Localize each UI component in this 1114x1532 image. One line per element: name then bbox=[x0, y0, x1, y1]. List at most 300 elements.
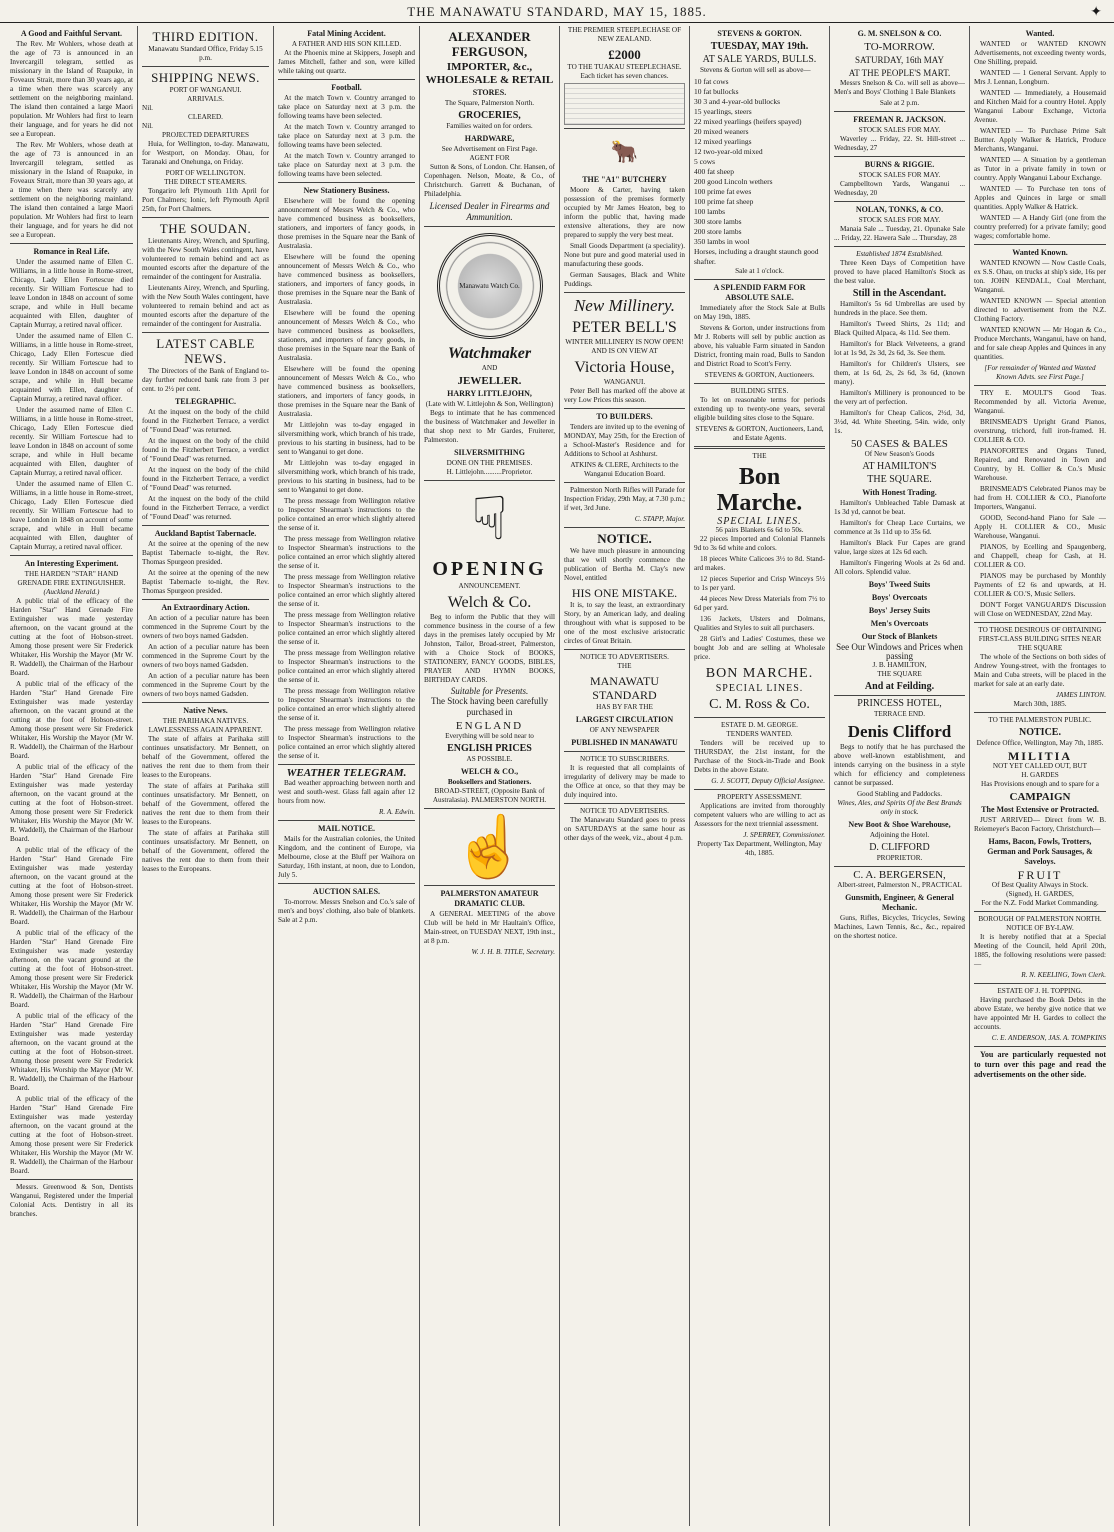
ad-line: Of Best Quality Always in Stock. bbox=[991, 881, 1089, 889]
ad-line: Of New Season's Goods bbox=[864, 450, 935, 458]
article-text: The Directors of the Bank of England to-day further reduced bank rate from 3 per cent. to 2½ per cent. bbox=[142, 367, 269, 393]
text-line: Nil. bbox=[142, 122, 153, 130]
divider bbox=[834, 695, 965, 696]
signature: W. J. H. B. TITLE, Secretary. bbox=[471, 948, 555, 956]
subheading: THE PARIHAKA NATIVES. bbox=[162, 717, 249, 725]
ad-title: NOLAN, TONKS, & CO. bbox=[855, 205, 944, 214]
list-item: 100 prime fat ewes bbox=[694, 187, 752, 196]
ad-line: H. GARDES bbox=[1021, 771, 1059, 779]
divider bbox=[834, 246, 965, 247]
ad-title: Still in the Ascendant. bbox=[852, 288, 947, 299]
newspaper-title: THE MANAWATU STANDARD, MAY 15, 1885. bbox=[407, 4, 707, 19]
ad-title: C. M. Ross & Co. bbox=[709, 697, 810, 712]
ad-line: LARGEST CIRCULATION bbox=[575, 715, 674, 724]
ad-line: March 30th, 1885. bbox=[1013, 700, 1067, 708]
article-text: A public trial of the efficacy of the Harden "Star" Hand Grenade Fire Extinguisher was made yesterday afternoon, on the vacant ground at the cutting at the foot of Hobson-street. Among those present were Sir Frederick Whitaker, His Worship the Mayor (Mr W. R. Waddell), the Chairman of the Harbour Board. bbox=[10, 929, 133, 1009]
subheading: ARRIVALS. bbox=[187, 95, 224, 103]
ad-text: To let on reasonable terms for periods extending up to twenty-one years, several eligible building sites close to the Square. bbox=[694, 396, 825, 422]
ad-text: Small Goods Department (a speciality). None but pure and good material used in manufacturing these goods. bbox=[564, 242, 685, 268]
advertiser-name: ALEXANDER FERGUSON, bbox=[448, 29, 531, 59]
ad-line: STORES. bbox=[472, 88, 507, 97]
ad-line: J. B. HAMILTON, bbox=[872, 661, 927, 669]
divider bbox=[424, 226, 555, 227]
article-text: An action of a peculiar nature has been commenced in the Supreme Court by the owners of two boys named Gadsden. bbox=[142, 672, 269, 698]
ad-line: The Square, Palmerston North. bbox=[444, 99, 535, 107]
ad-title: Watchmaker bbox=[447, 345, 532, 362]
pointing-hand-icon: ☝ bbox=[452, 814, 527, 880]
heading: Wanted Known. bbox=[1012, 248, 1068, 257]
ad-text: Tenders will be received up to THURSDAY, the 21st instant, for the Purchase of the Stock-in-Trade and Book Debts in the above Estate. bbox=[694, 739, 825, 774]
article-text: The state of affairs at Parihaka still continues unsatisfactory. Mr Bennett, on behalf of the Government, offered the natives the rent due to them from their leases to the Europeans. bbox=[142, 735, 269, 779]
ad-line: DONE ON THE PREMISES. bbox=[446, 459, 533, 467]
list-item: 20 mixed weaners bbox=[694, 127, 749, 136]
ad-line: ENGLAND bbox=[455, 720, 524, 732]
divider bbox=[694, 789, 825, 790]
divider bbox=[694, 383, 825, 384]
divider bbox=[424, 480, 555, 481]
signature: J. SPERREY, Commissioner. bbox=[743, 831, 825, 839]
ad-title: PETER BELL'S bbox=[572, 319, 677, 336]
ad-line: AT HAMILTON'S bbox=[862, 461, 937, 472]
ad-line: Gunsmith, Engineer, & General Mechanic. bbox=[845, 893, 954, 912]
ad-title: TO BUILDERS. bbox=[596, 412, 653, 421]
ad-title: FRUIT bbox=[1017, 868, 1063, 882]
ad-text: BRINSMEAD'S Celebrated Pianos may be had from H. COLLIER & CO., Pianoforte Importers, Wanganui. bbox=[974, 485, 1106, 511]
divider bbox=[694, 717, 825, 718]
ad-line: Good Stabling and Paddocks. bbox=[856, 790, 943, 798]
article-text: At the Phoenix mine at Skippers, Joseph and James Mitchell, father and son, were killed while taking out quartz. bbox=[278, 49, 415, 75]
source-line: (Auckland Herald.) bbox=[43, 588, 100, 596]
article-text: Lieutenants Airey, Wrench, and Spurling, with the New South Wales contingent, have volunteered to remain behind and act as mounted escorts after the departure of the remainder of the contingent for Australia. bbox=[142, 237, 269, 281]
ad-text: Hamilton's for Cheap Calicos, 2½d, 3d, 3½d, 4d. White Sheeting, 54in. wide, only 1s. bbox=[834, 409, 965, 435]
divider bbox=[974, 1046, 1106, 1047]
ad-line: HARRY LITTLEJOHN, bbox=[447, 389, 532, 398]
ad-line: HARDWARE, bbox=[464, 134, 515, 143]
article-text: Bad weather approaching between north and west and south-west. Glass fall again after 12 hours from now. bbox=[278, 779, 415, 805]
ad-text: Manaia Sale ... Tuesday, 21. Opunake Sale ... Friday, 22. Hawera Sale ... Thursday, 28 bbox=[834, 225, 965, 242]
article-text: Tongariro left Plymouth 11th April for Port Chalmers; Ionic, left Plymouth April 25th, for Port Chalmers. bbox=[142, 187, 269, 213]
heading: New Stationery Business. bbox=[303, 186, 390, 195]
subheading: Manawatu Standard Office, Friday 5.15 p.m. bbox=[148, 45, 263, 62]
ad-line: NOT YET CALLED OUT, BUT bbox=[992, 762, 1088, 770]
article-text: The press message from Wellington relative to Inspector Shearman's instructions to the police contained an error which slightly altered the sense of it. bbox=[278, 497, 415, 532]
ad-text: GOOD, Second-hand Piano for Sale — Apply H. COLLIER & CO., Music Warehouse, Wanganui. bbox=[974, 514, 1106, 540]
ad-line: (Signed), H. GARDES, bbox=[1006, 890, 1074, 898]
closing-notice: You are particularly requested not to turn over this page and read the advertisements on the other side. bbox=[974, 1050, 1106, 1079]
article-text: Under the assumed name of Ellen C. Williams, in a little house in Rome-street, Chicago, Lady Ellen Fortescue died recently. Sir William Fortescue had to leave London in 1848 on account of some scrape, and while in Hull became acquainted with Ellen, daughter of Captain Murray, a retired naval officer. bbox=[10, 480, 133, 551]
list-item: 300 store lambs bbox=[694, 217, 742, 226]
list-item: 200 good Lincoln wethers bbox=[694, 177, 773, 186]
ad-line: ESTATE D. M. GEORGE. bbox=[721, 721, 798, 729]
heading: An Extraordinary Action. bbox=[161, 603, 250, 612]
bull-icon: 🐂 bbox=[610, 139, 639, 164]
subheading: CLEARED. bbox=[188, 113, 223, 121]
column-1 bbox=[6, 26, 138, 1526]
ad-line: PROPRIETOR. bbox=[876, 854, 923, 862]
signature: R. A. Edwin. bbox=[378, 808, 415, 816]
ad-line: Adjoining the Hotel. bbox=[869, 831, 930, 839]
ad-text: WANTED — A Handy Girl (one from the country preferred) for a private family; good wages; comfortable home. bbox=[974, 214, 1106, 240]
article-text: The press message from Wellington relative to Inspector Shearman's instructions to the police contained an error which slightly altered the sense of it. bbox=[278, 687, 415, 722]
divider bbox=[564, 128, 685, 129]
ad-line: WANGANUI. bbox=[603, 378, 646, 386]
signature: JAMES LINTON. bbox=[1055, 691, 1106, 699]
ad-line: AGENT FOR bbox=[469, 154, 510, 162]
ad-line: Has Provisions enough and to spare for a bbox=[981, 780, 1099, 788]
watch-seal-icon bbox=[437, 233, 543, 339]
prize-table bbox=[564, 83, 685, 125]
article-text: An action of a peculiar nature has been commenced in the Supreme Court by the owners of two boys named Gadsden. bbox=[142, 614, 269, 640]
ad-title: C. A. BERGERSEN, bbox=[853, 869, 946, 881]
text-line: Nil. bbox=[142, 104, 153, 112]
ad-text: Hamilton's Fingering Wools at 2s 6d and. All colors. Splendid value. bbox=[834, 559, 965, 576]
divider bbox=[974, 983, 1106, 984]
ad-line: THE bbox=[617, 662, 632, 670]
article-text: The press message from Wellington relative to Inspector Shearman's instructions to the police contained an error which slightly altered the sense of it. bbox=[278, 725, 415, 760]
subheading: THE DIRECT STEAMERS. bbox=[164, 178, 247, 186]
divider bbox=[10, 555, 133, 556]
ad-title: G. M. SNELSON & CO. bbox=[857, 29, 942, 38]
ad-title: Bon Marche. bbox=[716, 464, 803, 516]
list-item: Horses, including a draught staunch good shafter. bbox=[694, 247, 819, 266]
article-text: A public trial of the efficacy of the Harden "Star" Hand Grenade Fire Extinguisher was made yesterday afternoon, on the vacant ground at the cutting at the foot of Hobson-street. Among those present were Sir Frederick Whitaker, His Worship the Mayor (Mr W. R. Waddell), the Chairman of the Harbour Board. bbox=[10, 680, 133, 760]
article-text: At the inquest on the body of the child found in the Fitzherbert Terrace, a verdict of "Found Dead" was returned. bbox=[142, 495, 269, 521]
divider bbox=[142, 525, 269, 526]
ad-text: Begs to intimate that he has commenced the business of Watchmaker and Jeweller in that shop next to Mr Gardes, Fruiterer, Palmerston. bbox=[424, 409, 555, 444]
ad-title: CAMPAIGN bbox=[1009, 791, 1071, 803]
ad-line: Families waited on for orders. bbox=[446, 122, 533, 130]
heading: Wanted. bbox=[1025, 29, 1055, 38]
ad-line: TO THOSE DESIROUS OF OBTAINING FIRST-CLASS BUILDING SITES NEAR THE SQUARE bbox=[978, 626, 1102, 652]
ad-line: THE SQUARE. bbox=[867, 474, 932, 485]
ad-text: WANTED KNOWN — Mr Hogan & Co., Produce Merchants, Wanganui, have on hand, and for sale cheap Apples and Quinces in any quantities. bbox=[974, 326, 1106, 361]
ad-title: Welch & Co. bbox=[447, 594, 532, 611]
ad-line: Wines, Ales, and Spirits Of the Best Brands only in stock. bbox=[837, 799, 962, 816]
article-text: Elsewhere will be found the opening announcement of Messrs Welch & Co., who have commenced business as booksellers, stationers, and importers of fancy goods, in those premises in the Square near the Bank of Australasia. bbox=[278, 197, 415, 250]
ad-line: ATKINS & CLERE, Architects to the Wanganui Education Board. bbox=[570, 461, 679, 478]
ad-line: TO THE PALMERSTON PUBLIC. bbox=[988, 716, 1092, 724]
ad-text: Applications are invited from thoroughly competent valuers who are willing to act as Assessors for the next triennial assessment. bbox=[694, 802, 825, 828]
subheading: THE HARDEN "STAR" HAND GRENADE FIRE EXTINGUISHER. bbox=[17, 570, 126, 587]
ad-line: See Advertisement on First Page. bbox=[441, 145, 538, 153]
ad-text: PIANOFORTES and Organs Tuned, Repaired, and Renovated in Town and Country, by H. Collier & Co.'s Music Warehouse. bbox=[974, 447, 1106, 482]
ad-line: THE bbox=[752, 452, 767, 460]
ad-line: WELCH & CO., bbox=[460, 767, 519, 776]
ad-text: German Sausages, Black and White Puddings. bbox=[564, 271, 685, 288]
ad-line: The Stock having been carefully purchased in bbox=[431, 696, 548, 717]
signature: R. N. KEELING, Town Clerk. bbox=[1021, 971, 1106, 979]
ad-text: WANTED KNOWN — Special attention directed to advertisement from the N.Z. Clothing Factory. bbox=[974, 297, 1106, 323]
ad-title: New Millinery. bbox=[573, 296, 676, 315]
ad-text: Hamilton's Millinery is pronounced to be the very art of perfection. bbox=[834, 389, 965, 406]
divider bbox=[564, 292, 685, 293]
divider bbox=[10, 243, 133, 244]
ad-text: The whole of the Sections on both sides of Andrew Young-street, with the frontages to Main and Cuba streets, will be placed in the market for sale at an early date. bbox=[974, 653, 1106, 688]
heading: AUCTION SALES. bbox=[312, 887, 381, 896]
article-text: The Rev. Mr Wohlers, whose death at the age of 73 is announced in an Invercargill telegram, settled as missionary in the Island of Ruapuke, in Foveaux Strait, more than 30 years ago, at a time when there was scarcely any settlement on the neighboring mainland. The island then contained a large Maori population. Mr Wohlers had first to learn their language, and for years he did not see a European. bbox=[10, 40, 133, 138]
ad-text: WANTED — To Purchase Prime Salt Buttter. Apply Walker & Hatrick, Produce Merchants, Wanganui. bbox=[974, 127, 1106, 153]
article-text: Mr Littlejohn was to-day engaged in silversmithing work, which branch of his trade, previous to his starting in business, had to be sent to Wanganui to get done. bbox=[278, 459, 415, 494]
column-5 bbox=[560, 26, 690, 1526]
ad-title: Denis Clifford bbox=[847, 722, 952, 741]
ad-line: STEVENS & GORTON, Auctioneers, Land, and Estate Agents. bbox=[695, 425, 824, 442]
newspaper-columns bbox=[6, 26, 1110, 1526]
ad-text: WANTED — Immediately, a Housemaid and Kitchen Maid for a country Hotel. Apply Wanganui Labour Exchange, Victoria Avenue. bbox=[974, 89, 1106, 124]
article-text: Elsewhere will be found the opening announcement of Messrs Welch & Co., who have commenced business as booksellers, stationers, and importers of fancy goods, in those premises in the Square near the Bank of Australasia. bbox=[278, 309, 415, 362]
list-item: 10 fat cows bbox=[694, 77, 729, 86]
list-item: 200 store lambs bbox=[694, 227, 742, 236]
article-text: Messrs. Greenwood & Son, Dentists Wanganui, Registered under the Imperial Colonial Acts. Dentistry in all its branches. bbox=[10, 1183, 133, 1218]
ad-line: AND IS ON VIEW AT bbox=[591, 347, 658, 355]
article-text: At the match Town v. Country arranged to take place on Saturday next at 3 p.m. the following teams have been selected. bbox=[278, 94, 415, 120]
pointing-hand-icon: ☟ bbox=[471, 486, 508, 552]
ad-line: New Boot & Shoe Warehouse, bbox=[848, 820, 951, 829]
divider bbox=[834, 866, 965, 867]
list-item: 5 cows bbox=[694, 157, 716, 166]
column-4 bbox=[420, 26, 560, 1526]
ad-text: Hamilton's Black Fur Capes are grand value, large sizes at 12s 6d each. bbox=[834, 539, 965, 556]
divider bbox=[564, 803, 685, 804]
ad-line: See Our Windows and Prices when passing bbox=[836, 642, 963, 661]
ad-line: STEVENS & GORTON, Auctioneers. bbox=[704, 371, 815, 379]
ad-text: WANTED — To Purchase ten tons of Apples and Quinces in large or small quantities. Apply Walker & Hatrick. bbox=[974, 185, 1106, 211]
ad-line: HAS BY FAR THE bbox=[596, 703, 653, 711]
ad-line: Boys' Overcoats bbox=[871, 593, 928, 602]
article-text: Under the assumed name of Ellen C. Williams, in a little house in Rome-street, Chicago, Lady Ellen Fortescue died recently. Sir William Fortescue had to leave London in 1848 on account of some scrape, and while in Hull became acquainted with Ellen, daughter of Captain Murray, a retired naval officer. bbox=[10, 332, 133, 403]
ad-text: 22 pieces Imported and Colonial Flannels 9d to 3s 6d white and colors. bbox=[694, 535, 825, 552]
ad-line: BROAD-STREET, (Opposite Bank of Australasia). PALMERSTON NORTH. bbox=[432, 787, 547, 804]
article-text: The press message from Wellington relative to Inspector Shearman's instructions to the police contained an error which slightly altered the sense of it. bbox=[278, 649, 415, 684]
ad-line: NOTICE TO ADVERTISERS. bbox=[580, 653, 669, 661]
article-text: At the soiree at the opening of the new Baptist Tabernacle to-night, the Rev. Thomas Spurgeon presided. bbox=[142, 540, 269, 566]
ad-text: It is, to say the least, an extraordinary Story, by an American lady, and dealing throughout with what is supposed to be one of the most exclusive aristocratic circles of Great Britain. bbox=[564, 601, 685, 645]
ad-text: Immediately after the Stock Sale at Bulls on May 19th, 1885. bbox=[694, 304, 825, 321]
divider bbox=[278, 79, 415, 80]
ad-line: Boys' Jersey Suits bbox=[868, 606, 931, 615]
subheading: PROJECTED DEPARTURES bbox=[162, 131, 249, 139]
heading: An Interesting Experiment. bbox=[24, 559, 119, 568]
article-text: The press message from Wellington relative to Inspector Shearman's instructions to the police contained an error which slightly altered the sense of it. bbox=[278, 611, 415, 646]
ad-line: TENDERS WANTED. bbox=[726, 730, 793, 738]
ad-title: PRINCESS HOTEL, bbox=[857, 698, 942, 709]
ad-title: £2000 bbox=[608, 47, 641, 62]
article-text: Mr Littlejohn was to-day engaged in silversmithing work, which branch of his trade, previous to his starting in business, had to be sent to Wanganui to get done. bbox=[278, 421, 415, 456]
ad-line: SPECIAL LINES. bbox=[715, 683, 804, 694]
divider bbox=[564, 527, 685, 528]
article-text: Huia, for Wellington, to-day. Manawatu, for Westport, on Monday. Ohau, for Taranaki and Onehunga, on Friday. bbox=[142, 140, 269, 166]
divider bbox=[564, 751, 685, 752]
ad-line: NOTICE TO ADVERTISERS. bbox=[580, 807, 669, 815]
list-item: 12 two-year-old mixed bbox=[694, 147, 763, 156]
divider bbox=[974, 911, 1106, 912]
ad-line: PUBLISHED IN MANAWATU bbox=[571, 738, 678, 747]
divider bbox=[142, 66, 269, 67]
article-text: A public trial of the efficacy of the Harden "Star" Hand Grenade Fire Extinguisher was made yesterday afternoon, on the vacant ground at the cutting at the foot of Hobson-street. Among those present were Sir Frederick Whitaker, His Worship the Mayor (Mr W. R. Waddell), the Chairman of the Harbour Board. bbox=[10, 846, 133, 926]
column-3 bbox=[274, 26, 420, 1526]
divider bbox=[424, 885, 555, 886]
article-text: A public trial of the efficacy of the Harden "Star" Hand Grenade Fire Extinguisher was made yesterday afternoon, on the vacant ground at the cutting at the foot of Hobson-street. Among those present were Sir Frederick Whitaker, His Worship the Mayor (Mr W. R. Waddell), the Chairman of the Harbour Board. bbox=[10, 1095, 133, 1175]
ad-line: NOTICE TO SUBSCRIBERS. bbox=[580, 755, 669, 763]
article-text: At the inquest on the body of the child found in the Fitzherbert Terrace, a verdict of "Found Dead" was returned. bbox=[142, 437, 269, 463]
article-text: At the match Town v. Country arranged to take place on Saturday next at 3 p.m. the following teams have been selected. bbox=[278, 123, 415, 149]
divider bbox=[834, 201, 965, 202]
article-text: Under the assumed name of Ellen C. Williams, in a little house in Rome-street, Chicago, Lady Ellen Fortescue died recently. Sir William Fortescue had to leave London in 1848 on account of some scrape, and while in Hull became acquainted with Ellen, daughter of Captain Murray, a retired naval officer. bbox=[10, 406, 133, 477]
ad-title: HIS ONE MISTAKE. bbox=[571, 586, 678, 600]
heading: Romance in Real Life. bbox=[33, 247, 110, 256]
heading: LATEST CABLE NEWS. bbox=[156, 336, 255, 366]
ad-title: MANAWATU STANDARD bbox=[589, 674, 660, 702]
heading: WEATHER TELEGRAM. bbox=[286, 767, 407, 779]
ad-line: NOTICE OF BY-LAW. bbox=[1006, 924, 1074, 932]
ad-text: Hamilton's Unbleached Table Damask at 1s 3d yd, cannot be beat. bbox=[834, 499, 965, 516]
divider bbox=[142, 599, 269, 600]
list-item: 350 lambs in wool bbox=[694, 237, 750, 246]
ad-title: BURNS & RIGGIE. bbox=[864, 160, 935, 169]
article-text: Mails for the Australian colonies, the United Kingdom, and the continent of Europe, via Melbourne, close at the Bluff per Waihora on Saturday, 16th instant, at noon, due to London, July 5. bbox=[278, 835, 415, 879]
ad-line: SILVERSMITHING bbox=[454, 448, 525, 457]
article-text: To-morrow. Messrs Snelson and Co.'s sale of men's and boys' clothing, also bale of blankets. Sale at 2 p.m. bbox=[278, 898, 415, 924]
ad-line: Hams, Bacon, Fowls, Trotters, German and Pork Sausages, & Saveloys. bbox=[987, 837, 1093, 866]
ad-text: The Manawatu Standard goes to press on SATURDAYS at the same hour as other days of the week, viz., about 4 p.m. bbox=[564, 816, 685, 842]
ad-line: With Honest Trading. bbox=[862, 488, 937, 497]
list-item: 100 lambs bbox=[694, 207, 726, 216]
ad-title: THE "A1" BUTCHERY bbox=[582, 175, 667, 184]
ad-line: ENGLISH PRICES bbox=[447, 743, 532, 754]
article-text: The state of affairs at Parihaka still continues unsatisfactory. Mr Bennett, on behalf of the Government, offered the natives the rent due to them from their leases to the Europeans. bbox=[142, 829, 269, 873]
divider bbox=[564, 649, 685, 650]
ad-text: Hamilton's Tweed Shirts, 2s 11d; and Black Quilted Alpaca, 4s 11d. See them. bbox=[834, 320, 965, 337]
ad-line: TO-MORROW. bbox=[864, 41, 935, 53]
ad-line: Sale at 2 p.m. bbox=[879, 99, 920, 107]
heading: SHIPPING NEWS. bbox=[151, 70, 260, 85]
list-item: 100 prime fat sheep bbox=[694, 197, 754, 206]
list-item: 30 3 and 4-year-old bullocks bbox=[694, 97, 781, 106]
ad-title: FREEMAN R. JACKSON. bbox=[853, 115, 946, 124]
ad-line: Each ticket has seven chances. bbox=[580, 72, 669, 80]
ad-text: 18 pieces White Calicoes 3½ to 8d. Stand-ard makes. bbox=[694, 555, 825, 572]
heading: THIRD EDITION. bbox=[152, 29, 259, 44]
ad-text: We have much pleasure in announcing that we will shortly commence the publication of Bertha M. Clay's new Novel, entitled bbox=[564, 547, 685, 582]
ad-text: Palmerston North Rifles will Parade for Inspection Friday, 29th May, at 7.30 p.m.; if wet, 3rd June. bbox=[564, 486, 685, 512]
ad-line: WHOLESALE & RETAIL bbox=[425, 74, 554, 86]
ad-line: Men's Overcoats bbox=[870, 619, 929, 628]
ad-line: THE PREMIER STEEPLECHASE OF NEW ZEALAND. bbox=[567, 26, 682, 43]
column-6 bbox=[690, 26, 830, 1526]
ad-line: Albert-street, Palmerston N., PRACTICAL bbox=[837, 881, 962, 889]
ad-text: 28 Girl's and Ladies' Costumes, these we bought Job and are selling at Wholesale price. bbox=[694, 635, 825, 661]
ad-text: Stevens & Gorton, under instructions from Mr J. Roberts will sell by public auction as above, his valuable Farm situated in Sandon District, fronting main road, Bulls to Sandon and District Road to Scott's Ferry. bbox=[694, 324, 825, 368]
column-2 bbox=[138, 26, 274, 1526]
heading: A Good and Faithful Servant. bbox=[20, 29, 123, 38]
divider bbox=[564, 408, 685, 409]
article-text: A public trial of the efficacy of the Harden "Star" Hand Grenade Fire Extinguisher was made yesterday afternoon, on the vacant ground at the cutting at the foot of Hobson-street. Among those present were Sir Frederick Whitaker, His Worship the Mayor (Mr W. R. Waddell), the Chairman of the Harbour Board. bbox=[10, 763, 133, 843]
ad-line: AND bbox=[481, 364, 498, 372]
ad-text: WANTED — 1 General Servant. Apply to Mrs J. Lennan, Longburn. bbox=[974, 69, 1106, 86]
ad-text: Sutton & Sons, of London. Chr. Hansen, of Copenhagen. Nelson, Moate, & Co., of Christchurch. Garrett & Buchanan, of Philadelphia. bbox=[424, 163, 555, 198]
ad-line: D. CLIFFORD bbox=[869, 842, 930, 853]
ad-text: It is requested that all complaints of irregularity of delivery may be made to the Office at once, so that they may be duly inquired into. bbox=[564, 764, 685, 799]
ad-title: BON MARCHE. bbox=[705, 666, 814, 681]
article-text: Under the assumed name of Ellen C. Williams, in a little house in Rome-street, Chicago, Lady Ellen Fortescue died recently. Sir William Fortescue had to leave London in 1848 on account of some scrape, and while in Hull became acquainted with Ellen, daughter of Captain Murray, a retired naval officer. bbox=[10, 258, 133, 329]
ad-line: Property Tax Department, Wellington, May 4th, 1885. bbox=[697, 840, 822, 857]
bird-ornament-icon: ✦ bbox=[1090, 5, 1102, 20]
ad-title: Victoria House, bbox=[574, 359, 675, 376]
ad-line: IMPORTER, &c., bbox=[446, 61, 533, 73]
ad-line: [For remainder of Wanted and Wanted Known Advts. see First Page.] bbox=[984, 364, 1096, 381]
ad-text: Having purchased the Book Debts in the above Estate, we hereby give notice that we have appointed Mr H. Gardes to collect the accounts. bbox=[974, 996, 1106, 1031]
ad-text: DON'T Forget VANGUARD'S Discussion will Close on WEDNESDAY, 22nd May. bbox=[974, 601, 1106, 618]
divider bbox=[834, 111, 965, 112]
article-text: A public trial of the efficacy of the Harden "Star" Hand Grenade Fire Extinguisher was made yesterday afternoon, on the vacant ground at the cutting at the foot of Hobson-street. Among those present were Sir Frederick Whitaker, His Worship the Mayor (Mr W. R. Waddell), the Chairman of the Harbour Board. bbox=[10, 597, 133, 677]
ad-text: Beg to inform the Public that they will commence business in the course of a few days in the premises lately occupied by Mr Johnston, Tailor, Broad-street, Palmerston, with a Choice Stock of BOOKS, STATIONERY, FANCY GOODS, BIBLES, PRAYER AND HYMN BOOKS, BIRTHDAY CARDS. bbox=[424, 613, 555, 684]
divider bbox=[424, 808, 555, 809]
ad-text: Hamilton's 5s 6d Umbrellas are used by hundreds in the place. See them. bbox=[834, 300, 965, 317]
divider bbox=[974, 712, 1106, 713]
ad-line: The Most Extensive or Protracted. bbox=[981, 805, 1099, 814]
ad-line: JEWELLER. bbox=[457, 375, 522, 387]
article-text: Elsewhere will be found the opening announcement of Messrs Welch & Co., who have commenced business as booksellers, stationers, and importers of fancy goods, in those premises in the Square near the Bank of Australasia. bbox=[278, 253, 415, 306]
list-item: 10 fat bullocks bbox=[694, 87, 739, 96]
divider bbox=[974, 622, 1106, 623]
ad-text: PIANOS, by Ecelling and Spaugenberg, and Chappell, cheap for Cash, at H. COLLIER & CO. bbox=[974, 543, 1106, 569]
ad-line: THE SQUARE bbox=[877, 670, 922, 678]
ad-text: Messrs Snelson & Co. will sell as above— Men's and Boys' Clothing 1 Bale Blankets bbox=[834, 79, 965, 96]
ad-line: 56 pairs Blankets 6s 6d to 50s. bbox=[715, 526, 804, 534]
ad-text: Begs to notify that he has purchased the above well-known establishment, and intends carrying on the business in a style which for efficiency and completeness cannot be surpassed. bbox=[834, 743, 965, 787]
ad-text: Three Keen Days of Competition have proved to have placed Hamilton's Stock as the best value. bbox=[834, 259, 965, 285]
ad-text: It is hereby notified that at a Special Meeting of the Council, held April 20th, 1885, the following resolutions were passed:— bbox=[974, 933, 1106, 968]
list-item: 400 fat sheep bbox=[694, 167, 734, 176]
ad-line: Established 1874 Established. bbox=[856, 250, 943, 258]
article-text: A public trial of the efficacy of the Harden "Star" Hand Grenade Fire Extinguisher was made yesterday afternoon, on the vacant ground at the cutting at the foot of Hobson-street. Among those present were Sir Frederick Whitaker, His Worship the Mayor (Mr W. R. Waddell), the Chairman of the Harbour Board. bbox=[10, 1012, 133, 1092]
signature: C. E. ANDERSON, JAS. A. TOMPKINS bbox=[991, 1034, 1106, 1042]
ad-text: PIANOS may be purchased by Monthly Payments of £2 6s and upwards, at H. COLLIER & CO.'S, Music Sellers. bbox=[974, 572, 1106, 598]
ad-text: 12 pieces Superior and Crisp Winceys 5½ to 1s per yard. bbox=[694, 575, 825, 592]
ad-text: Hamilton's for Cheap Lace Curtains, we commence at 3s 11d up to 35s 6d. bbox=[834, 519, 965, 536]
subheading: LAWLESSNESS AGAIN APPARENT. bbox=[148, 726, 263, 734]
ad-line: Boys' Tweed Suits bbox=[868, 580, 931, 589]
ad-line: BOROUGH OF PALMERSTON NORTH. bbox=[978, 915, 1102, 923]
article-text: The Rev. Mr Wohlers, whose death at the age of 73 is announced in an Invercargill telegram, settled as missionary in the Island of Ruapuke, in Foveaux Strait, more than 30 years ago, at a time when there was scarcely any settlement on the neighboring mainland. The island then contained a large Maori population. Mr Wohlers had first to learn their language, and for years he did not see a European. bbox=[10, 141, 133, 239]
ad-text: Stevens & Gorton will sell as above— bbox=[700, 66, 811, 74]
divider bbox=[142, 332, 269, 333]
list-item: 15 yearlings, steers bbox=[694, 107, 752, 116]
ad-text: WANTED or WANTED KNOWN Advertisements, not exceeding twenty words, One Shilling, prepaid. bbox=[974, 40, 1106, 66]
ad-text: Campbelltown Yards, Wanganui ... Wednesday, 20 bbox=[834, 180, 965, 197]
heading: Native News. bbox=[183, 706, 228, 715]
list-item: 22 mixed yearlings (heifers spayed) bbox=[694, 117, 802, 126]
ad-line: TUESDAY, MAY 19th. bbox=[710, 41, 809, 52]
ad-text: 136 Jackets, Ulsters and Dolmans, Qualities and Styles to suit all purchasers. bbox=[694, 615, 825, 632]
signature: G. J. SCOTT, Deputy Official Assignee. bbox=[711, 777, 825, 785]
ad-line: Our Stock of Blankets bbox=[861, 632, 938, 641]
divider bbox=[974, 244, 1106, 245]
divider bbox=[278, 182, 415, 183]
ad-text: BRINSMEAD'S Upright Grand Pianos, overstrung, trichord, full iron-framed. H. COLLIER & CO. bbox=[974, 418, 1106, 444]
ad-text: Tenders are invited up to the evening of MONDAY, May 25th, for the Erection of a School-Master's Residence and for Additions to School at Ashhurst. bbox=[564, 423, 685, 458]
article-text: The state of affairs at Parihaka still continues unsatisfactory. Mr Bennett, on behalf of the Government, offered the natives the rent due to them from their leases to the Europeans. bbox=[142, 782, 269, 826]
article-text: Elsewhere will be found the opening announcement of Messrs Welch & Co., who have commenced business as booksellers, stationers, and importers of fancy goods, in those premises in the Square near the Bank of Australasia. bbox=[278, 365, 415, 418]
ad-text: WANTED — A Situation by a gentleman as Tutor in a private family in town or country. Apply Wanganui Labour Exchange. bbox=[974, 156, 1106, 182]
list-item: 12 mixed yearlings bbox=[694, 137, 752, 146]
ad-text: Hamilton's for Black Velveteens, a grand lot at 1s 9d, 2s 3d, 2s 6d, 3s. See them. bbox=[834, 340, 965, 357]
ad-line: Licensed Dealer in Firearms and Ammunition. bbox=[429, 201, 550, 222]
ad-line: Defence Office, Wellington, May 7th, 1885. bbox=[976, 739, 1104, 747]
divider bbox=[278, 764, 415, 765]
ad-line: And at Feilding. bbox=[864, 681, 935, 692]
heading: MAIL NOTICE. bbox=[318, 824, 375, 833]
ad-line: For the N.Z. Fodd Market Commanding. bbox=[981, 899, 1099, 907]
